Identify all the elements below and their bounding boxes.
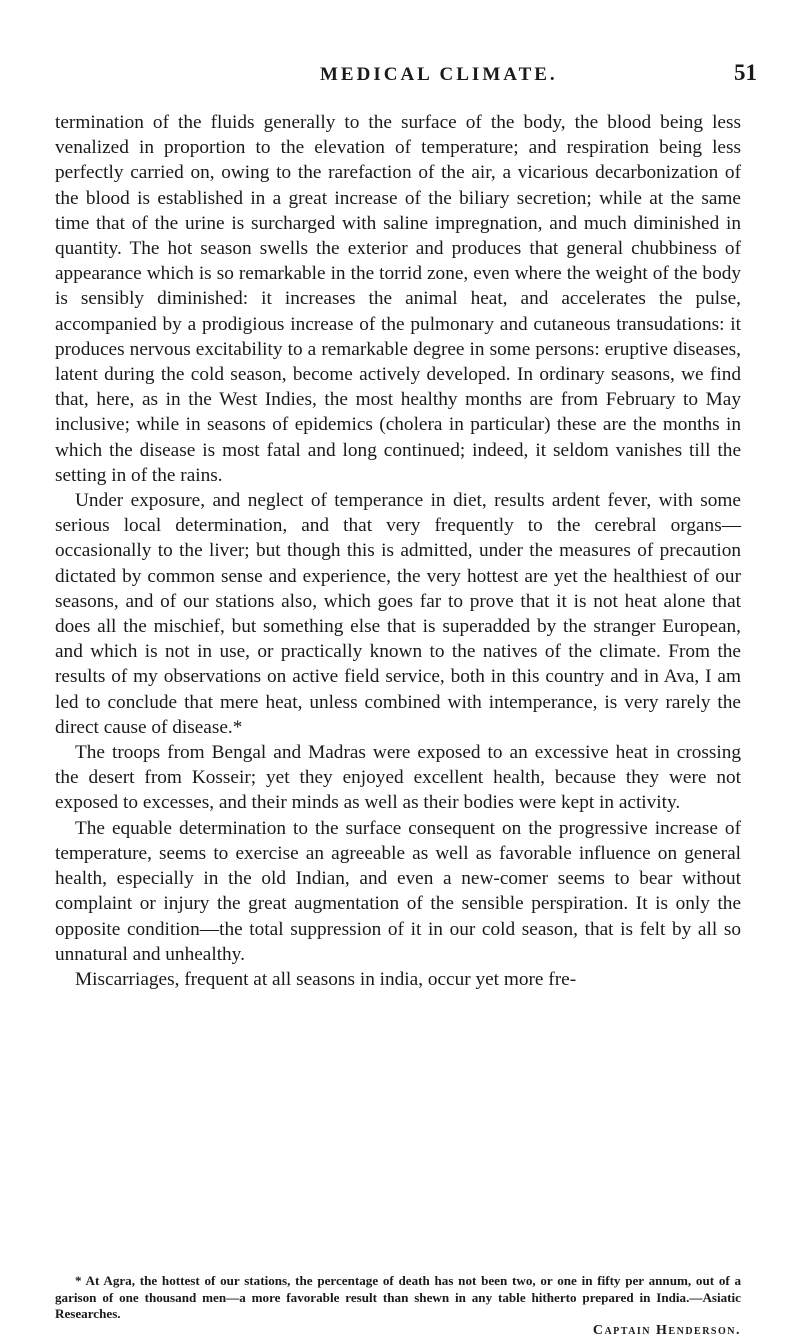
body-text	[55, 110, 741, 992]
running-title: MEDICAL CLIMATE.	[320, 64, 558, 86]
paragraph: Under exposure, and neglect of temperance in diet, results ardent fever, with some serious local determination, and that very frequently to the cerebral organs—occasionally to the liver; but though this is admitted, under the measures of precaution dictated by common sense and experience, the very hottest are yet the healthiest of our seasons, and of our stations also, which goes far to prove that it is not heat alone that does all the mischief, but something else that is superadded by the stranger European, and which is not in use, or practically known to the natives of the climate. From the results of my observations on active field service, both in this country and in Ava, I am led to conclude that mere heat, unless combined with intemperance, is very rarely the direct cause of disease.*	[55, 488, 741, 740]
page-number: 51	[734, 60, 757, 86]
footnote-text: * At Agra, the hottest of our stations, the percentage of death has not been two, or one in fifty per annum, out of a garison of one thousand men—a more favorable result than shewn in any table hitherto prepared in India.—Asiatic Researches.	[55, 1273, 741, 1323]
paragraph: The troops from Bengal and Madras were exposed to an excessive heat in crossing the desert from Kosseir; yet they enjoyed excellent health, because they were not exposed to excesses, and their minds as well as their bodies were kept in activity.	[55, 740, 741, 816]
footnote	[55, 1273, 741, 1339]
paragraph: Miscarriages, frequent at all seasons in india, occur yet more fre-	[55, 967, 741, 992]
footnote-signature: Captain Henderson.	[55, 1323, 741, 1339]
paragraph: termination of the fluids generally to the surface of the body, the blood being less venalized in proportion to the elevation of temperature; and respiration being less perfectly carried on, owing to the rarefaction of the air, a vicarious decarbonization of the blood is established in a great increase of the biliary secretion; while at the same time that of the urine is surcharged with saline impregnation, and much diminished in quantity. The hot season swells the exterior and produces that general chubbiness of appearance which is so remarkable in the torrid zone, even where the weight of the body is sensibly diminished: it increases the animal heat, and accelerates the pulse, accompanied by a prodigious increase of the pulmonary and cutaneous transudations: it produces nervous excitability to a remarkable degree in some persons: eruptive diseases, latent during the cold season, become actively developed. In ordinary seasons, we find that, here, as in the West Indies, the most healthy months are from February to May inclusive; while in seasons of epidemics (cholera in particular) these are the months in which the disease is most fatal and long continued; indeed, it seldom vanishes till the setting in of the rains.	[55, 110, 741, 488]
paragraph: The equable determination to the surface consequent on the progressive increase of temperature, seems to exercise an agreeable as well as favorable influence on general health, especially in the old Indian, and even a new-comer seems to bear without complaint or injury the great augmentation of the sensible perspiration. It is only the opposite condition—the total suppression of it in our cold season, that is felt by all so unnatural and unhealthy.	[55, 816, 741, 967]
